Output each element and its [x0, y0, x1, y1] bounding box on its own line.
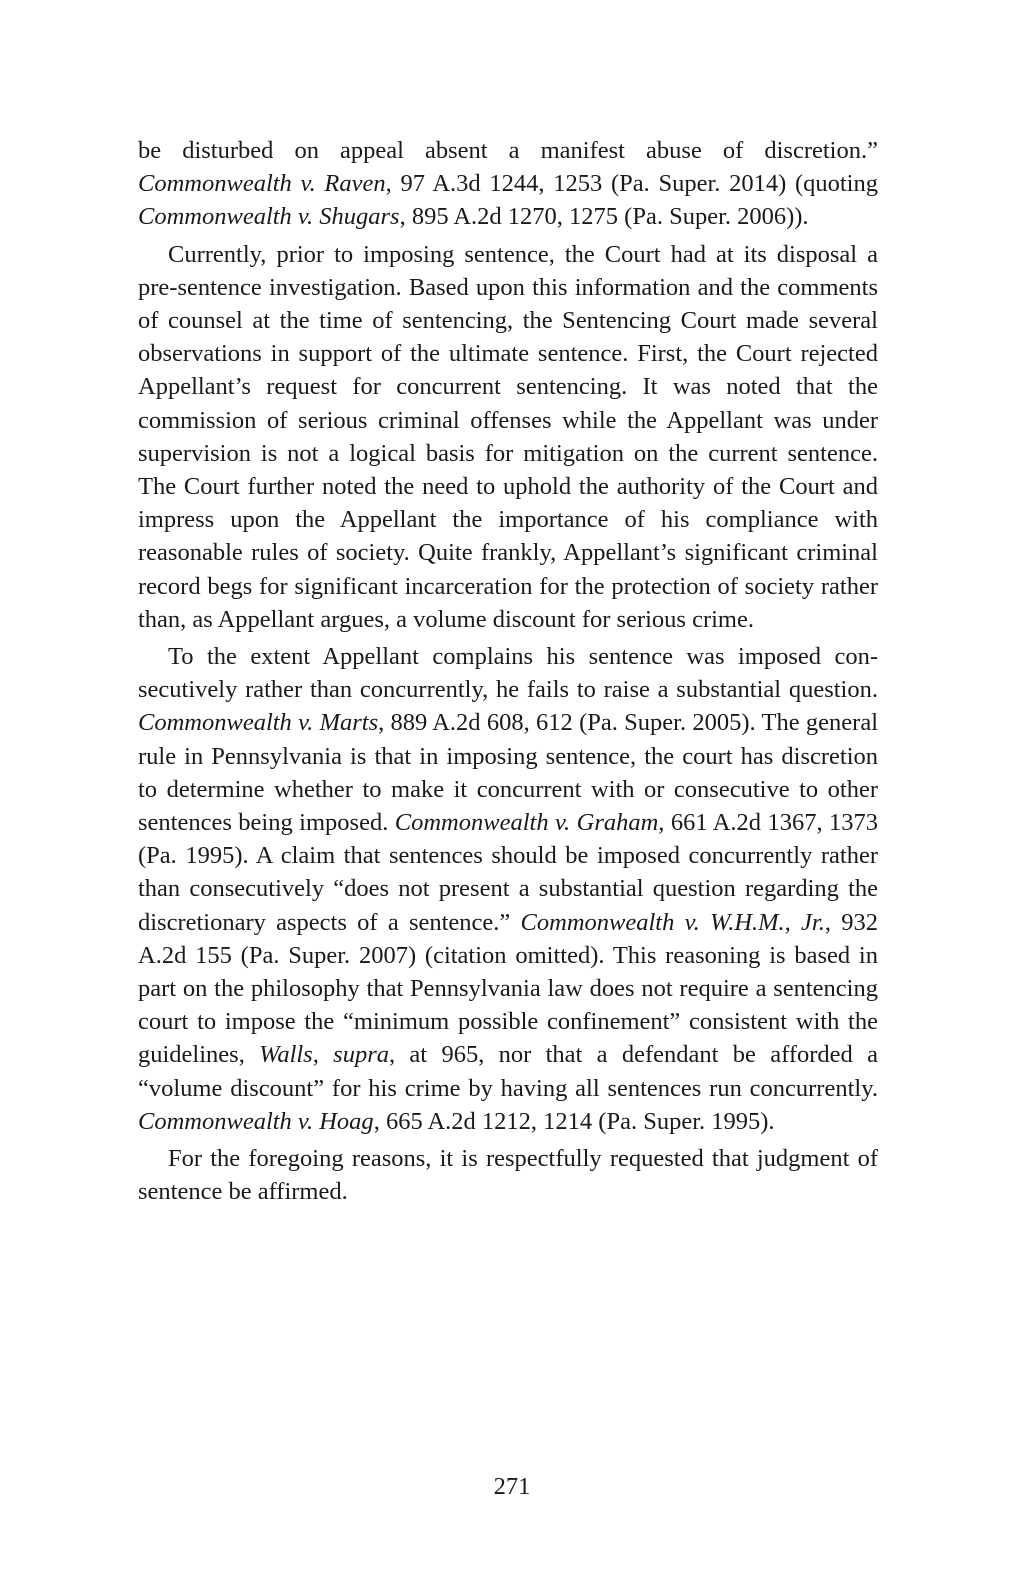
paragraph-2: [138, 238, 878, 636]
paragraph-1: [138, 134, 878, 234]
case-citation: Commonwealth v. Raven: [138, 170, 386, 198]
text-segment: To the extent Appellant complains his sentence was imposed consecutively rather than concurrently, he fails to raise a substantial question.: [138, 643, 878, 704]
text-segment: , 661 A.2d 1367, 1373 (Pa. 1995). A claim that sentences should be imposed concurrently rather than consecutively “does not present a substantial question regarding the discretionary aspects of a sentence.”: [138, 809, 878, 936]
text-segment: , 97 A.3d 1244, 1253 (Pa. Super. 2014) (quoting: [385, 170, 878, 198]
page-body: [138, 134, 878, 1209]
text-segment: , at 965, nor that a defendant be afforded a “volume discount” for his crime by having all sentences run concurrently.: [138, 1041, 878, 1102]
text-segment: be disturbed on appeal absent a manifest abuse of discretion.”: [138, 137, 878, 164]
case-citation: Commonwealth v. W.H.M., Jr.: [520, 908, 825, 936]
case-citation: Commonwealth v. Marts: [138, 709, 379, 737]
text-segment: , 665 A.2d 1212, 1214 (Pa. Super. 1995).: [373, 1107, 775, 1135]
text-segment: , 895 A.2d 1270, 1275 (Pa. Super. 2006)).: [399, 203, 809, 231]
paragraph-3: [138, 640, 878, 1138]
case-citation: Walls, supra: [259, 1041, 389, 1069]
text-segment: Currently, prior to imposing sentence, the Court had at its disposal a pre-sentence investigation. Based upon this information and the comments of counsel at the time of sentencing, the Sentencing Court made several observations in support of the ultimate sentence. First, the Court rejected Appellant’s request for concurrent sentencing. It was noted that the commission of serious criminal offenses while the Appellant was under supervision is not a logical basis for mitigation on the current sentence. The Court further noted the need to uphold the authority of the Court and impress upon the Appellant the importance of his compliance with reasonable rules of society. Quite frankly, Appellant’s significant criminal record begs for significant incarceration for the protection of society rather than, as Appellant argues, a volume discount for serious crime.: [138, 240, 878, 633]
text-segment: , 932 A.2d 155 (Pa. Super. 2007) (citation omitted). This reasoning is based in part on the philosophy that Pennsylvania law does not require a sentencing court to impose the “minimum possible confinement” consistent with the guidelines,: [138, 908, 879, 1069]
case-citation: Commonwealth v. Hoag: [138, 1107, 374, 1135]
case-citation: Commonwealth v. Shugars: [138, 203, 400, 231]
text-segment: For the foregoing reasons, it is respectfully requested that judgment of sentence be affirmed.: [138, 1145, 878, 1206]
text-segment: , 889 A.2d 608, 612 (Pa. Super. 2005). The general rule in Pennsylvania is that in imposing sentence, the court has discretion to determine whether to make it concurrent with or consecutive to other sentences being imposed.: [138, 709, 878, 837]
paragraph-4: [138, 1142, 878, 1208]
page-number: 271: [493, 1473, 531, 1500]
case-citation: Commonwealth v. Graham: [394, 809, 659, 837]
